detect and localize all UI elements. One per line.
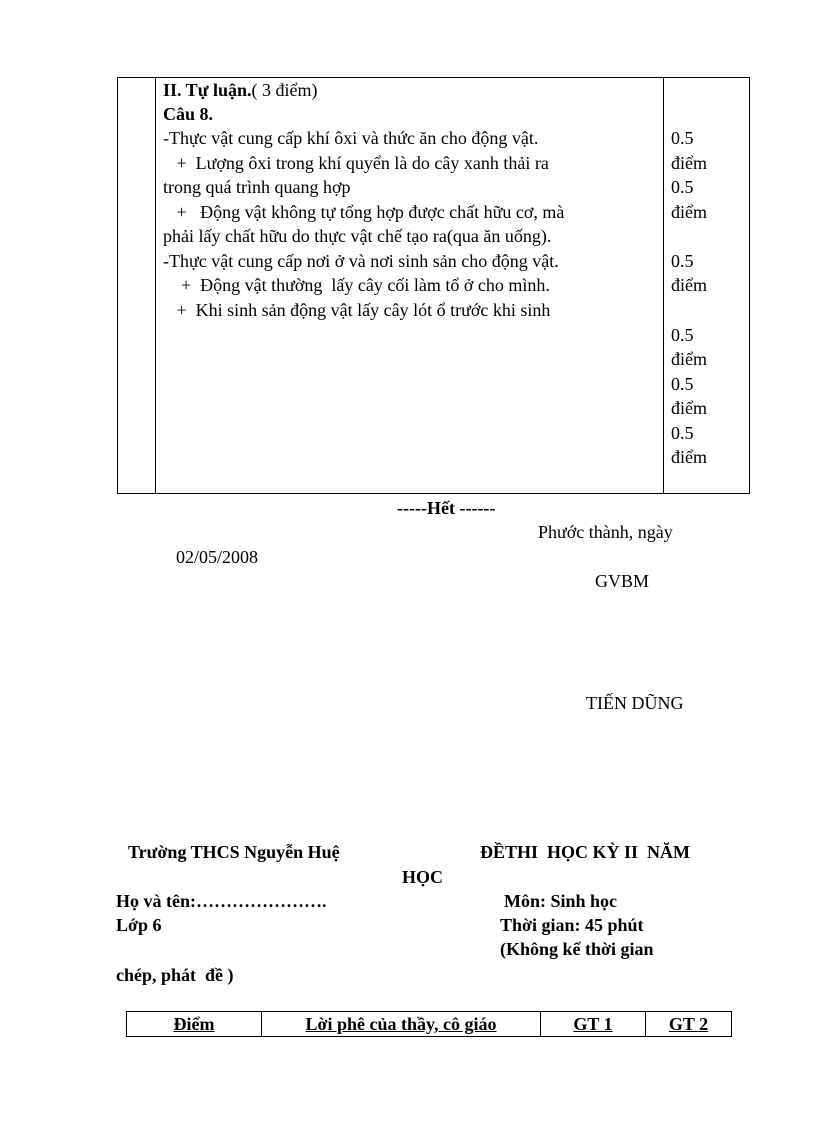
signature-date: 02/05/2008 bbox=[176, 547, 259, 567]
score-unit: điểm bbox=[671, 349, 707, 369]
score-unit: điểm bbox=[671, 153, 707, 173]
answer-line: -Thực vật cung cấp nơi ở và nơi sinh sản cho động vật. bbox=[163, 251, 559, 271]
signature-name: TIẾN DŨNG bbox=[586, 693, 684, 713]
subject: Môn: Sinh học bbox=[504, 891, 618, 911]
score-value: 0.5 bbox=[671, 325, 694, 345]
grade-cell-comment bbox=[262, 1012, 540, 1036]
table-column-divider bbox=[155, 78, 156, 493]
grade-header-score: Điểm bbox=[173, 1014, 215, 1034]
grade-header-gt2: GT 2 bbox=[668, 1014, 709, 1034]
answer-line: phải lấy chất hữu do thực vật chế tạo ra(qua ăn uống). bbox=[163, 226, 552, 246]
time-note: (Không kể thời gian bbox=[500, 939, 654, 959]
end-mark: -----Hết ------ bbox=[397, 498, 496, 518]
grade-header-gt1: GT 1 bbox=[573, 1014, 613, 1034]
score-value: 0.5 bbox=[671, 423, 694, 443]
grade-header-comment: Lời phê của thầy, cô giáo bbox=[305, 1014, 497, 1034]
section-points: ( 3 điểm) bbox=[251, 80, 318, 100]
answer-line: -Thực vật cung cấp khí ôxi và thức ăn cho động vật. bbox=[163, 128, 539, 148]
answer-line: + Lượng ôxi trong khí quyển là do cây xanh thải ra bbox=[163, 153, 549, 173]
signature-place-date: Phước thành, ngày bbox=[538, 522, 673, 542]
answer-line: trong quá trình quang hợp bbox=[163, 177, 351, 197]
exam-title: ĐỀTHI HỌC KỲ II NĂM bbox=[480, 842, 691, 862]
score-value: 0.5 bbox=[671, 251, 694, 271]
grade-table bbox=[126, 1011, 732, 1037]
student-name-label: Họ và tên:…………………. bbox=[116, 891, 327, 911]
question-label: Câu 8. bbox=[163, 104, 214, 124]
score-value: 0.5 bbox=[671, 374, 694, 394]
grade-cell-gt2 bbox=[646, 1012, 731, 1036]
score-unit: điểm bbox=[671, 447, 707, 467]
grade-cell-gt1 bbox=[541, 1012, 645, 1036]
score-unit: điểm bbox=[671, 398, 707, 418]
class-label: Lớp 6 bbox=[116, 915, 162, 935]
table-column-divider bbox=[663, 78, 664, 493]
answer-line: + Khi sinh sản động vật lấy cây lót ổ trước khi sinh bbox=[163, 300, 551, 320]
answer-line: + Động vật thường lấy cây cối làm tổ ở cho mình. bbox=[163, 275, 550, 295]
answer-table bbox=[117, 77, 750, 494]
score-value: 0.5 bbox=[671, 177, 694, 197]
answer-line: + Động vật không tự tổng hợp được chất hữu cơ, mà bbox=[163, 202, 565, 222]
section-title: II. Tự luận. bbox=[163, 80, 252, 100]
school-name: Trường THCS Nguyễn Huệ bbox=[128, 842, 340, 862]
exam-title-cont: HỌC bbox=[402, 867, 444, 887]
signature-role: GVBM bbox=[595, 571, 650, 591]
score-unit: điểm bbox=[671, 202, 707, 222]
score-unit: điểm bbox=[671, 275, 707, 295]
section-heading bbox=[163, 78, 318, 102]
exam-time: Thời gian: 45 phút bbox=[500, 915, 644, 935]
grade-cell-score bbox=[127, 1012, 261, 1036]
time-note-cont: chép, phát đề ) bbox=[116, 965, 234, 985]
score-value: 0.5 bbox=[671, 128, 694, 148]
